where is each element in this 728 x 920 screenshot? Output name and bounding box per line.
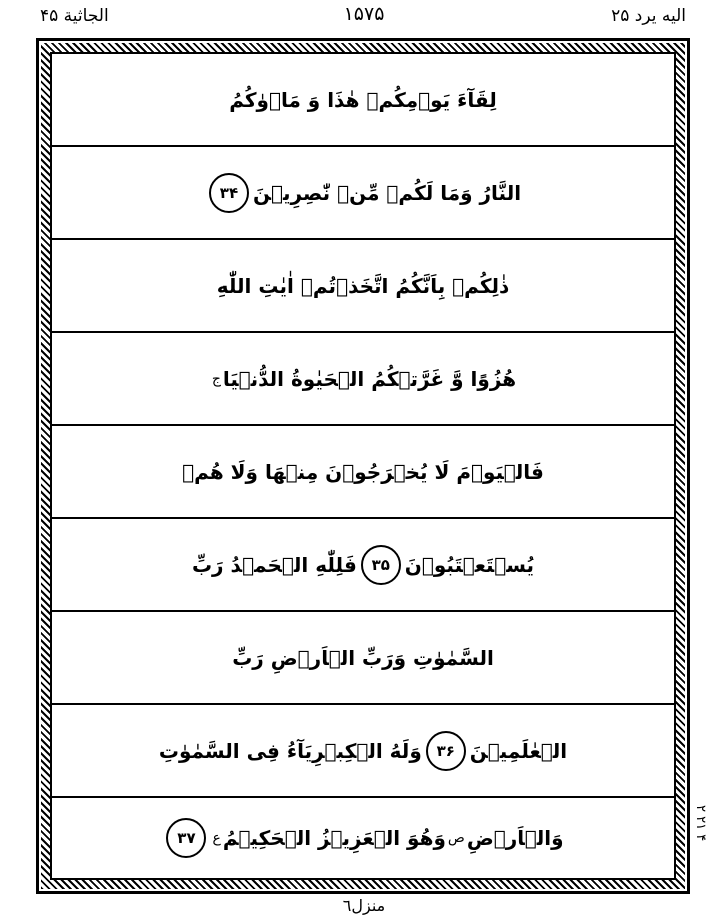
verse-text: الۡعٰلَمِيۡنَ	[469, 738, 568, 763]
verse-text: وَلَهُ الۡكِبۡرِيَآءُ فِى السَّمٰوٰتِ	[158, 738, 422, 763]
verse-line-4	[52, 333, 674, 425]
verse-text: النَّارُ وَمَا لَكُمۡ مِّنۡ نّٰصِرِيۡنَ	[252, 180, 522, 205]
ayah-number-marker: ۳۴	[209, 173, 249, 213]
verse-text: وَالۡاَرۡضِ	[466, 826, 564, 850]
verse-lines	[52, 54, 674, 878]
header-surah-name: الجاثية ۴۵	[40, 6, 109, 26]
ruku-side-marker: ۴ ۲۱ ۲	[693, 805, 708, 842]
ruku-mark: ع	[212, 830, 221, 846]
verse-line-7	[52, 612, 674, 704]
verse-line-3	[52, 240, 674, 332]
verse-line-8	[52, 705, 674, 797]
verse-text: ذٰلِكُمۡ بِاَنَّكُمُ اتَّخَذۡتُمۡ اٰيٰتِ اللّٰهِ	[216, 273, 510, 298]
verse-line-1	[52, 54, 674, 146]
manzil-footer: منزل٦	[342, 896, 386, 915]
waqf-mark: ج	[211, 370, 221, 387]
verse-line-5	[52, 426, 674, 518]
verse-line-6	[52, 519, 674, 611]
verse-text: لِقَآءَ يَوۡمِكُمۡ هٰذَا وَ مَاۡوٰكُمُ	[229, 87, 497, 112]
verse-text: هُزُوًا وَّ غَرَّتۡكُمُ الۡحَيٰوةُ الدُّنۡيَا	[222, 366, 517, 391]
verse-text: السَّمٰوٰتِ وَرَبِّ الۡاَرۡضِ رَبِّ	[232, 645, 494, 670]
page-number: ۱۵۷۵	[343, 3, 385, 25]
ayah-number-marker: ۳۵	[361, 545, 401, 585]
verse-line-9	[52, 798, 674, 878]
header-juz-name: اليه يرد ۲۵	[611, 6, 686, 26]
ayah-number-marker: ۳۶	[426, 731, 466, 771]
verse-text: فَالۡيَوۡمَ لَا يُخۡرَجُوۡنَ مِنۡهَا وَلَا هُمۡ	[182, 459, 544, 484]
verse-text: يُسۡتَعۡتَبُوۡنَ	[404, 552, 535, 577]
verse-text: وَهُوَ الۡعَزِيۡزُ الۡحَكِيۡمُ	[222, 826, 446, 850]
waqf-mark: ص	[447, 830, 465, 846]
verse-text: فَلِلّٰهِ الۡحَمۡدُ رَبِّ	[191, 552, 357, 577]
verse-line-2	[52, 147, 674, 239]
ayah-number-marker: ۳۷	[166, 818, 206, 858]
